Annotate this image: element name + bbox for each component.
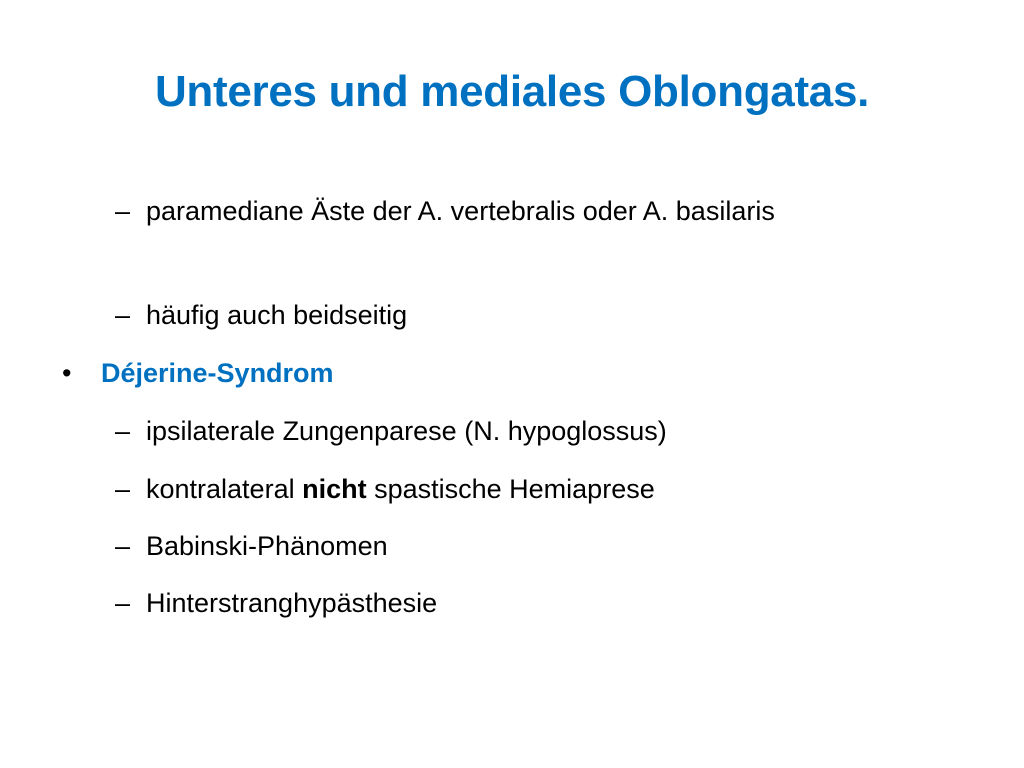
bold-text-segment: nicht xyxy=(302,474,367,504)
text-segment: spastische Hemiaprese xyxy=(366,474,655,504)
sub-bullet-item xyxy=(115,523,875,569)
sub-bullet-item xyxy=(115,580,875,626)
sub-bullet-text: paramediane Äste der A. vertebralis oder A. basilaris xyxy=(146,196,775,226)
sub-bullet-text: ipsilaterale Zungenparese (N. hypoglossus) xyxy=(146,416,667,446)
bullet-item xyxy=(62,350,862,396)
sub-bullet-item xyxy=(115,292,875,338)
dash-marker: – xyxy=(115,474,131,504)
bullet-marker: • xyxy=(62,358,72,388)
slide-title: Unteres und mediales Oblongatas. xyxy=(154,67,870,116)
sub-bullet-text xyxy=(146,466,875,512)
sub-bullet-text: Babinski-Phänomen xyxy=(146,531,388,561)
sub-bullet-item xyxy=(115,466,875,512)
sub-bullet-item xyxy=(115,188,875,234)
dash-marker: – xyxy=(115,416,131,446)
text-segment: kontralateral xyxy=(146,474,303,504)
dash-marker: – xyxy=(115,531,131,561)
sub-bullet-item xyxy=(115,408,875,454)
dash-marker: – xyxy=(115,196,131,226)
sub-bullet-text: häufig auch beidseitig xyxy=(146,300,408,330)
sub-bullet-text: Hinterstranghypästhesie xyxy=(146,588,438,618)
bullet-heading-text: Déjerine-Syndrom xyxy=(101,358,334,388)
dash-marker: – xyxy=(115,300,131,330)
slide-content xyxy=(0,188,1024,748)
dash-marker: – xyxy=(115,588,131,618)
